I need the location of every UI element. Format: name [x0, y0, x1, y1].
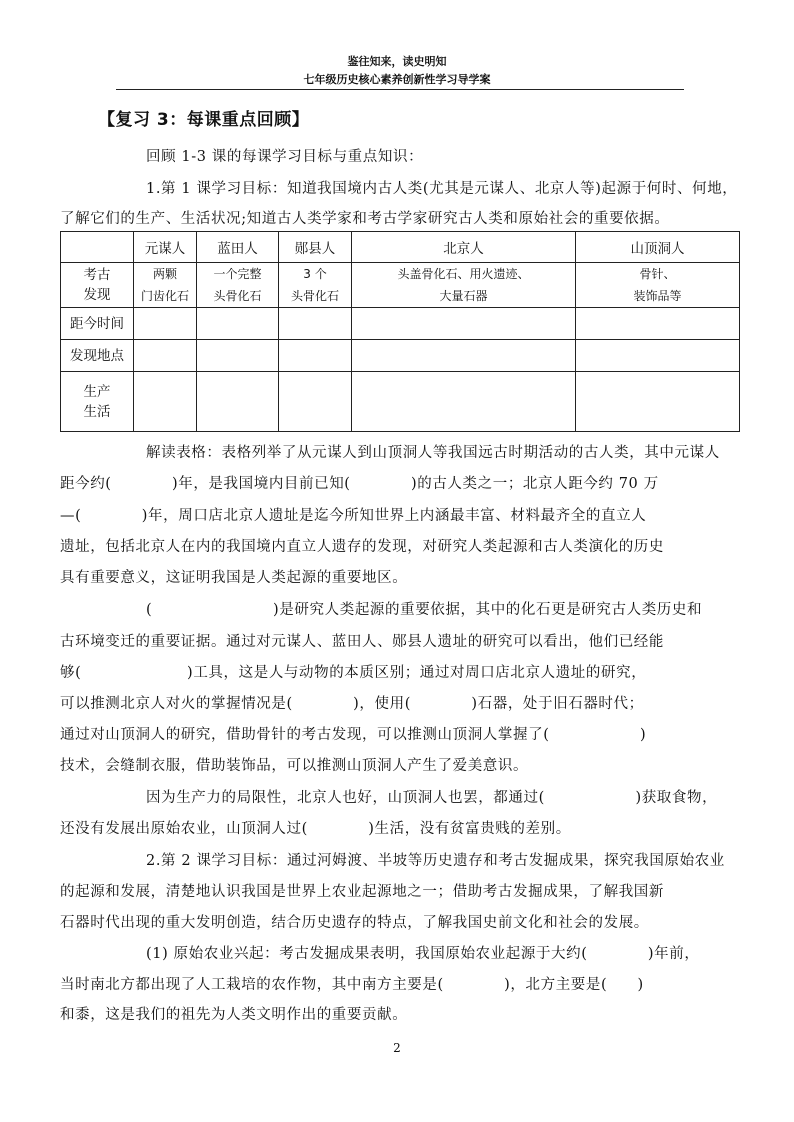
answer-cell[interactable] — [197, 340, 279, 372]
table-cell — [576, 263, 740, 308]
answer-cell[interactable] — [352, 372, 576, 432]
answer-cell[interactable] — [197, 372, 279, 432]
body-line: 解读表格：表格列举了从元谋人到山顶洞人等我国远古时期活动的古人类，其中元谋人 — [146, 445, 720, 461]
answer-cell[interactable] — [576, 340, 740, 372]
body-line: 因为生产力的局限性，北京人也好，山顶洞人也罢，都通过( )获取食物， — [146, 790, 718, 806]
row-header: 发现地点 — [61, 340, 134, 372]
table-cell — [279, 263, 352, 308]
cell-text: 一个完整 头骨化石 — [213, 267, 262, 303]
table-row — [61, 372, 740, 432]
table-cell — [352, 263, 576, 308]
column-header: 蓝田人 — [197, 232, 279, 263]
body-line: 的起源和发展，清楚地认识我国是世界上农业起源地之一；借助考古发掘成果，了解我国新 — [60, 884, 664, 900]
header-divider — [116, 89, 684, 90]
table-cell — [197, 263, 279, 308]
body-line: 技术，会缝制衣服，借助装饰品，可以推测山顶洞人产生了爱美意识。 — [60, 758, 529, 774]
ancient-humans-table — [60, 231, 740, 432]
answer-cell[interactable] — [352, 340, 576, 372]
row-header: 距今时间 — [61, 308, 134, 340]
answer-cell[interactable] — [197, 308, 279, 340]
body-line: 具有重要意义，这证明我国是人类起源的重要地区。 — [60, 570, 408, 586]
body-line: 距今约( )年，是我国境内目前已知( )的古人类之一；北京人距今约 70 万 — [60, 476, 659, 492]
table-row — [61, 340, 740, 372]
table-header-row — [61, 232, 740, 263]
row-label: 考古 发现 — [83, 267, 111, 303]
answer-cell[interactable] — [134, 340, 197, 372]
row-header — [61, 372, 134, 432]
answer-cell[interactable] — [576, 308, 740, 340]
cell-text: 骨针、 装饰品等 — [633, 267, 682, 303]
page-number: 2 — [393, 1041, 401, 1055]
column-header: 郧县人 — [279, 232, 352, 263]
answer-cell[interactable] — [279, 372, 352, 432]
header-motto: 鉴往知来，读史明知 — [347, 55, 447, 68]
body-line: 遗址，包括北京人在内的我国境内直立人遗存的发现，对研究人类起源和古人类演化的历史 — [60, 539, 664, 555]
goal1-line-1: 1.第 1 课学习目标：知道我国境内古人类(尤其是元谋人、北京人等)起源于何时、何地， — [146, 181, 738, 197]
body-line: 当时南北方都出现了人工栽培的农作物，其中南方主要是( )，北方主要是( ) — [60, 977, 644, 993]
goal1-line-2: 了解它们的生产、生活状况;知道古人类学家和考古学家研究古人类和原始社会的重要依据。 — [60, 211, 670, 227]
table-cell — [134, 263, 197, 308]
cell-text: 3 个 头骨化石 — [290, 267, 339, 303]
body-line: —( )年，周口店北京人遗址是迄今所知世界上内涵最丰富、材料最齐全的直立人 — [60, 508, 647, 524]
body-line: 石器时代出现的重大发明创造，结合历史遗存的特点，了解我国史前文化和社会的发展。 — [60, 915, 649, 931]
body-line: 古环境变迁的重要证据。通过对元谋人、蓝田人、郧县人遗址的研究可以看出，他们已经能 — [60, 634, 664, 650]
row-label: 生产 生活 — [83, 383, 111, 420]
body-line: 2.第 2 课学习目标：通过河姆渡、半坡等历史遗存和考古发掘成果，探究我国原始农业 — [146, 853, 725, 869]
intro-line: 回顾 1-3 课的每课学习目标与重点知识： — [146, 149, 424, 165]
answer-cell[interactable] — [576, 372, 740, 432]
body-line: 还没有发展出原始农业，山顶洞人过( )生活，没有贫富贵贱的差别。 — [60, 821, 571, 837]
body-line: (1) 原始农业兴起：考古发掘成果表明，我国原始农业起源于大约( )年前， — [146, 946, 700, 962]
answer-cell[interactable] — [279, 340, 352, 372]
cell-text: 两颗 门齿化石 — [140, 267, 189, 303]
body-line: ( )是研究人类起源的重要依据，其中的化石更是研究古人类历史和 — [146, 602, 703, 618]
column-header: 元谋人 — [134, 232, 197, 263]
answer-cell[interactable] — [352, 308, 576, 340]
answer-cell[interactable] — [134, 372, 197, 432]
table-row — [61, 308, 740, 340]
answer-cell[interactable] — [134, 308, 197, 340]
cell-text: 头盖骨化石、用火遗迹、 大量石器 — [397, 267, 530, 303]
body-line: 通过对山顶洞人的研究，借助骨针的考古发现，可以推测山顶洞人掌握了( ) — [60, 727, 647, 743]
column-header: 山顶洞人 — [576, 232, 740, 263]
body-line: 够( )工具，这是人与动物的本质区别；通过对周口店北京人遗址的研究， — [60, 665, 647, 681]
header-subtitle: 七年级历史核心素养创新性学习导学案 — [303, 73, 491, 86]
table-row — [61, 263, 740, 308]
column-header: 北京人 — [352, 232, 576, 263]
section-title: 【复习 3：每课重点回顾】 — [98, 110, 310, 130]
row-header — [61, 263, 134, 308]
body-line: 可以推测北京人对火的掌握情况是( )，使用( )石器，处于旧石器时代； — [60, 696, 644, 712]
table-corner-cell — [61, 232, 134, 263]
body-line: 和黍，这是我们的祖先为人类文明作出的重要贡献。 — [60, 1007, 408, 1023]
answer-cell[interactable] — [279, 308, 352, 340]
